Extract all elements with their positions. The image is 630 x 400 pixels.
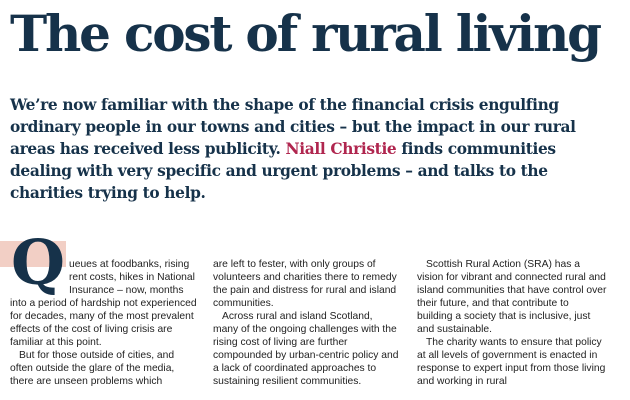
author-name: Niall Christie [285,140,397,158]
paragraph: But for those outside of cities, and often outside the glare of the media, there are unseen problems which [10,350,175,387]
paragraph: are left to fester, with only groups of volunteers and charities there to remedy the pain and distress for rural and island communities. [213,259,397,309]
dropcap-block [10,226,67,299]
paragraph: The charity wants to ensure that policy at all levels of government is enacted in response to expert input from those living and working in rural [417,337,606,387]
column-3 [417,258,607,388]
article-body [10,226,622,400]
column-2 [213,258,400,388]
standfirst-text-after: finds communities dealing with very specific and urgent problems – and talks to the charities trying to help. [10,140,556,202]
dropcap-letter: Q [11,226,66,299]
column-1 [10,226,197,388]
headline: The cost of rural living [10,4,600,63]
paragraph: Across rural and island Scotland, many of the ongoing challenges with the rising cost of living are further compounded by urban-centric policy and a lack of coordinated approaches to sustaining resilient communities. [213,311,399,387]
paragraph: ueues at foodbanks, rising rent costs, hikes in National Insurance – now, months into a period of hardship not experienced for decades, many of the most prevalent effects of the cost of living crisis are familiar at this point. [10,259,197,348]
paragraph: Scottish Rural Action (SRA) has a vision for vibrant and connected rural and island communities that have control over their future, and that contribute to building a society that is inclusive, just and sustainable. [417,259,607,335]
standfirst [10,94,622,204]
standfirst-text-before: We’re now familiar with the shape of the financial crisis engulfing ordinary people in our towns and cities – but the impact in our rural areas has received less publicity. [10,96,576,158]
